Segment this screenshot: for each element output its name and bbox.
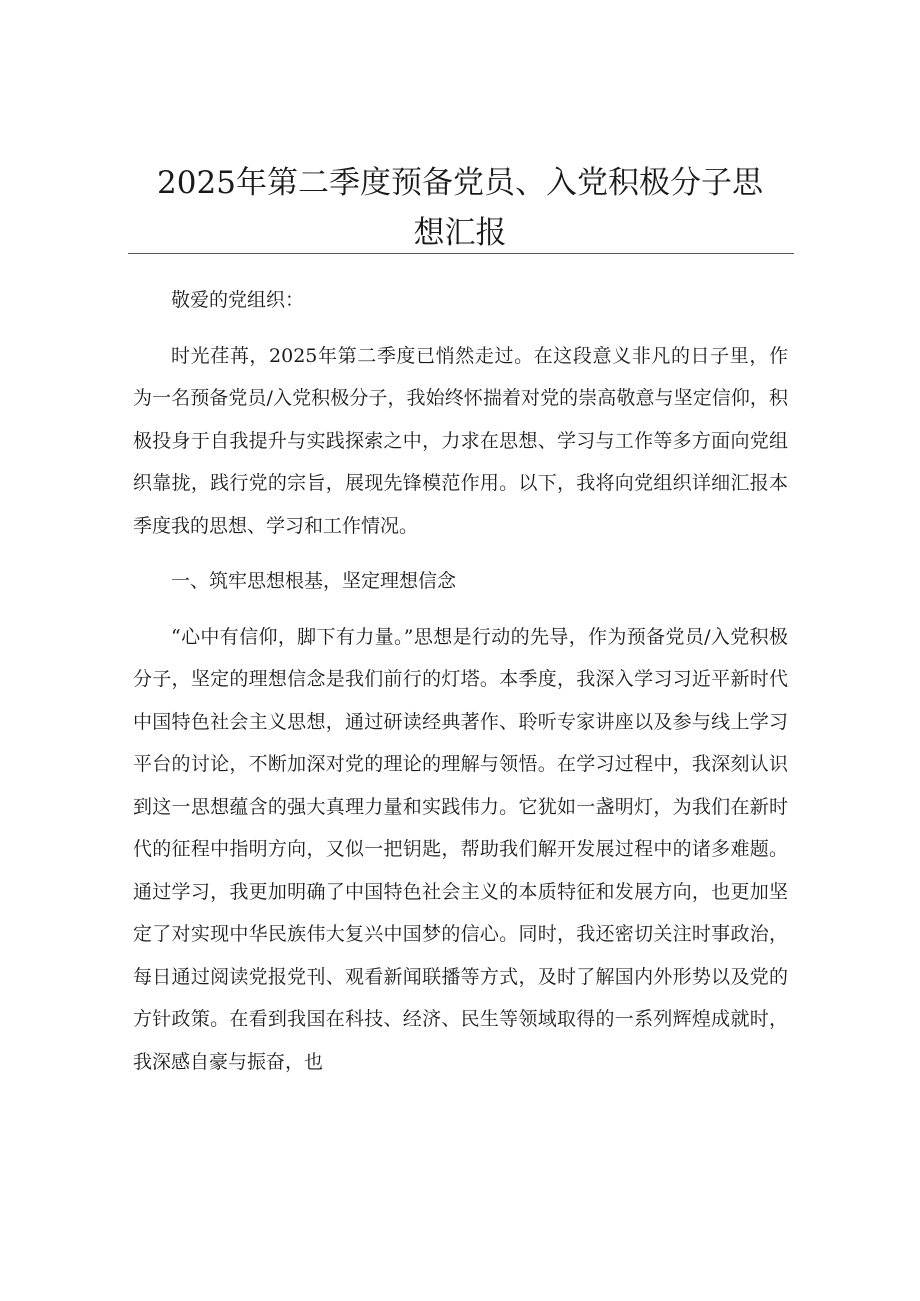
title-divider [128,253,794,254]
paragraph-gap [133,322,788,335]
salutation: 敬爱的党组织： [171,289,305,311]
document-body [133,279,788,1083]
paragraph-gap [133,603,788,616]
document-title: 2025年第二季度预备党员、入党积极分子思想汇报 [157,165,763,251]
paragraph-gap [133,547,788,560]
section-paragraph: “心中有信仰，脚下有力量。”思想是行动的先导，作为预备党员/入党积极分子，坚定的理想信念是我们前行的灯塔。本季度，我深入学习习近平新时代中国特色社会主义思想，通过研读经典著作、聆听专家讲座以及参与线上学习平台的讨论，不断加深对党的理论的理解与领悟。在学习过程中，我深刻认识到这一思想蕴含的强大真理力量和实践伟力。它犹如一盏明灯，为我们在新时代的征程中指明方向，又似一把钥匙，帮助我们解开发展过程中的诸多难题。通过学习，我更加明确了中国特色社会主义的本质特征和发展方向，也更加坚定了对实现中华民族伟大复兴中国梦的信心。同时，我还密切关注时事政治，每日通过阅读党报党刊、观看新闻联播等方式，及时了解国内外形势以及党的方针政策。在看到我国在科技、经济、民生等领域取得的一系列辉煌成就时，我深感自豪与振奋，也 [133,625,788,1073]
intro-paragraph: 时光荏苒，2025年第二季度已悄然走过。在这段意义非凡的日子里，作为一名预备党员/入党积极分子，我始终怀揣着对党的崇高敬意与坚定信仰，积极投身于自我提升与实践探索之中，力求在思想、学习与工作等多方面向党组织靠拢，践行党的宗旨，展现先锋模范作用。以下，我将向党组织详细汇报本季度我的思想、学习和工作情况。 [133,344,788,537]
section-heading: 一、筑牢思想根基，坚定理想信念 [171,570,457,592]
